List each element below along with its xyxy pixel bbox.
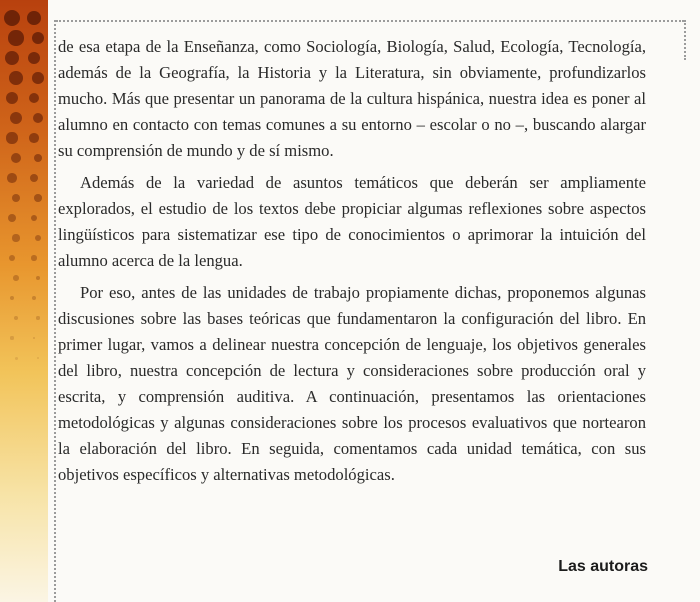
halftone-dot [7, 173, 17, 183]
halftone-dot [30, 174, 38, 182]
halftone-dot [6, 92, 19, 105]
top-dotted-rule [56, 20, 684, 22]
paragraph-3: Por eso, antes de las unidades de trabajo propiamente dichas, proponemos algunas discusiones sobre las bases teóricas que fundamentaron la configuración del libro. En primer lugar, vamos a delinear nuestra concepción de lenguaje, los objetivos generales del libro, nuestra concepción de lectura y consideraciones sobre producción oral y escrita, y comprensión auditiva. A continuación, presentamos las orientaciones metodológicas y algunas consideraciones sobre los procesos evaluativos que nortearon la elaboración del libro. En seguida, comentamos cada unidad temática, con sus objetivos específicos y alternativas metodológicas. [58, 283, 646, 484]
halftone-dot [29, 93, 40, 104]
halftone-dot [32, 296, 36, 300]
halftone-dot [10, 112, 22, 124]
decorative-edge-strip [0, 0, 48, 602]
halftone-dot [6, 132, 17, 143]
halftone-dot [35, 235, 41, 241]
halftone-dot [32, 72, 44, 84]
halftone-dot [31, 215, 38, 222]
halftone-dot [4, 10, 20, 26]
halftone-dot [15, 357, 18, 360]
halftone-dot [8, 30, 23, 45]
halftone-dot [10, 336, 13, 339]
halftone-dot [12, 194, 21, 203]
paragraph-2: Además de la variedad de asuntos temáticos que deberán ser ampliamente explorados, el estudio de los textos debe propiciar algumas reflexiones sobre aspectos lingüísticos para sistematizar ese tipo de conocimientos o aprimorar la intuición del alumno acerca de la lengua. [58, 173, 646, 270]
halftone-dot [27, 11, 41, 25]
halftone-dot [11, 153, 21, 163]
left-dotted-rule [54, 20, 56, 602]
halftone-dot [9, 255, 15, 261]
halftone-dot [13, 275, 19, 281]
halftone-dot [12, 234, 19, 241]
halftone-dot [34, 194, 41, 201]
halftone-dot [14, 316, 18, 320]
halftone-dot [31, 255, 36, 260]
halftone-dot [29, 133, 39, 143]
halftone-dot [36, 276, 41, 281]
paragraph-1: de esa etapa de la Enseñanza, como Sociología, Biología, Salud, Ecología, Tecnología, además de la Geografía, la Historia y la Literatura, sin obviamente, profundizarlos mucho. Más que presentar un panorama de la cultura hispánica, nuestra idea es poner al alumno en contacto con temas comunes a su entorno – escolar o no –, buscando alargar su comprensión de mundo y de sí mismo. [58, 37, 646, 160]
halftone-dot [36, 316, 39, 319]
halftone-dot [37, 357, 40, 360]
halftone-dot [32, 32, 45, 45]
halftone-dot [10, 296, 15, 301]
halftone-dot [28, 52, 40, 64]
halftone-dot [8, 214, 16, 222]
body-text [58, 34, 646, 494]
halftone-dot [33, 113, 43, 123]
halftone-dot [5, 51, 19, 65]
halftone-dot [9, 71, 23, 85]
halftone-dot [34, 154, 43, 163]
halftone-dot [33, 337, 36, 340]
right-dotted-rule [684, 20, 686, 60]
signature: Las autoras [558, 558, 648, 575]
